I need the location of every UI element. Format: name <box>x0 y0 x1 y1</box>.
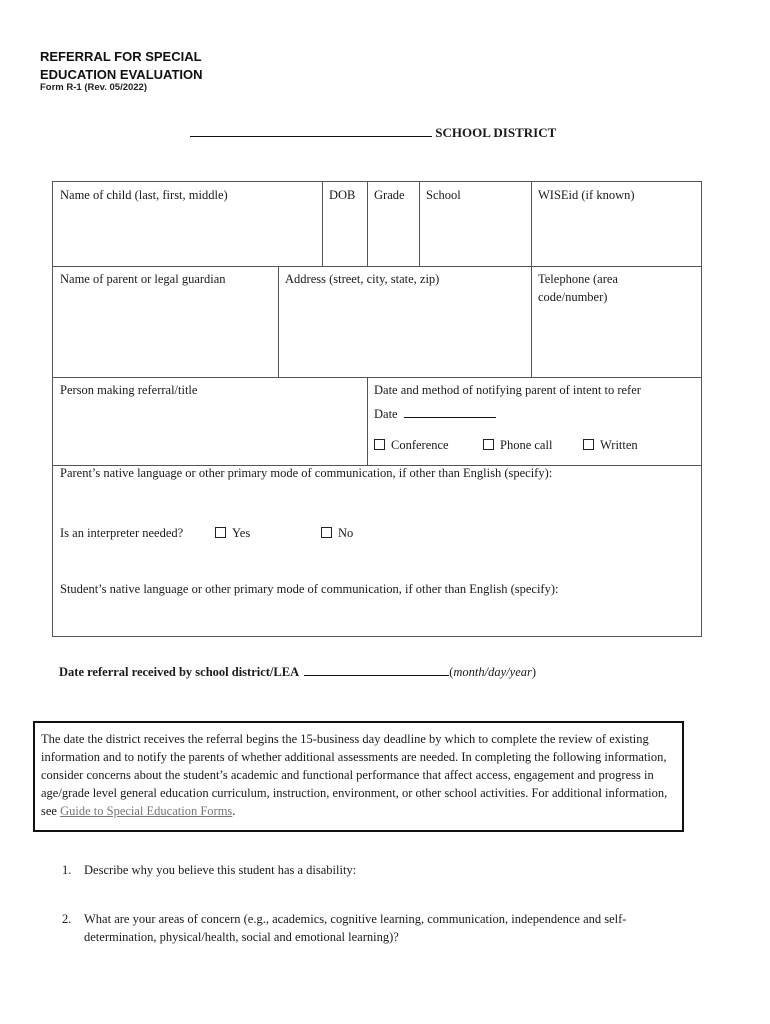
school-district-line <box>190 125 556 141</box>
interpreter-question <box>60 526 183 541</box>
grade-field[interactable] <box>367 182 419 266</box>
checkbox-icon[interactable] <box>215 527 226 538</box>
method-conference-label: Conference <box>391 438 449 452</box>
grade-label: Grade <box>374 188 405 202</box>
method-written-label: Written <box>600 438 638 452</box>
question-2 <box>62 910 692 946</box>
divider <box>367 182 368 266</box>
student-language-label: Student’s native language or other primary mode of communication, if other than English (specify): <box>60 582 559 596</box>
form-title-line2: EDUCATION EVALUATION <box>40 67 203 82</box>
dob-label: DOB <box>329 188 356 202</box>
address-label: Address (street, city, state, zip) <box>285 272 440 286</box>
school-field[interactable] <box>419 182 531 266</box>
notice-end: . <box>232 804 236 818</box>
date-format-hint: month/day/year <box>453 665 532 679</box>
date-received-label: Date referral received by school district/LEA <box>59 665 300 679</box>
form-id: Form R-1 (Rev. 05/2022) <box>40 82 148 93</box>
parent-name-label: Name of parent or legal guardian <box>60 272 226 286</box>
question-text: Describe why you believe this student has a disability: <box>84 863 357 877</box>
divider <box>322 182 323 266</box>
method-phone-label: Phone call <box>500 438 553 452</box>
deadline-notice-box <box>33 721 684 832</box>
date-format-close: ) <box>531 665 537 679</box>
person-referral-field[interactable] <box>53 377 367 465</box>
child-name-field[interactable] <box>53 182 322 266</box>
divider <box>531 266 532 377</box>
interpreter-yes-label: Yes <box>232 526 251 540</box>
parent-name-field[interactable] <box>53 266 278 377</box>
dob-field[interactable] <box>322 182 367 266</box>
question-number: 2. <box>62 912 72 926</box>
form-title <box>40 48 203 84</box>
checkbox-icon[interactable] <box>483 439 494 450</box>
wiseid-label: WISEid (if known) <box>538 188 635 202</box>
school-label: School <box>426 188 461 202</box>
date-format-open: ( <box>449 665 454 679</box>
notify-date-blank[interactable] <box>404 406 496 418</box>
interpreter-question-label: Is an interpreter needed? <box>60 526 184 540</box>
divider <box>531 182 532 266</box>
question-1 <box>62 861 692 879</box>
school-district-label: SCHOOL DISTRICT <box>435 125 557 140</box>
method-conference-option[interactable] <box>374 438 449 453</box>
method-phone-option[interactable] <box>483 438 552 453</box>
notify-date-row <box>374 406 496 422</box>
date-received-line <box>59 664 536 680</box>
referral-info-table <box>52 181 702 637</box>
address-field[interactable] <box>278 266 531 377</box>
method-written-option[interactable] <box>583 438 638 453</box>
checkbox-icon[interactable] <box>321 527 332 538</box>
telephone-label: Telephone (area code/number) <box>538 272 618 304</box>
guide-link[interactable]: Guide to Special Education Forms <box>60 804 233 818</box>
question-text: What are your areas of concern (e.g., academics, cognitive learning, communication, independence and self-determination, physical/health, social and emotional learning)? <box>84 912 627 944</box>
wiseid-field[interactable] <box>531 182 701 266</box>
interpreter-no-label: No <box>338 526 354 540</box>
notify-date-label: Date <box>374 407 398 421</box>
interpreter-yes-option[interactable] <box>215 526 250 541</box>
interpreter-no-option[interactable] <box>321 526 353 541</box>
divider <box>278 266 279 377</box>
notify-parent-label: Date and method of notifying parent of intent to refer <box>374 383 641 397</box>
checkbox-icon[interactable] <box>583 439 594 450</box>
date-received-blank[interactable] <box>304 664 449 676</box>
checkbox-icon[interactable] <box>374 439 385 450</box>
parent-language-label: Parent’s native language or other primary mode of communication, if other than English (specify): <box>60 466 553 480</box>
deadline-notice-text: The date the district receives the referral begins the 15-business day deadline by which to complete the review of existing information and to notify the parents of whether additional assessments are needed. In completing the following information, consider concerns about the student’s academic and functional performance that affect access, engagement and progress in age/grade level general education curriculum, instruction, environment, or other school activities. For additional information, see <box>41 732 668 818</box>
form-title-line1: REFERRAL FOR SPECIAL <box>40 49 202 64</box>
child-name-label: Name of child (last, first, middle) <box>60 188 228 202</box>
person-referral-label: Person making referral/title <box>60 383 198 397</box>
district-name-blank[interactable] <box>190 125 432 137</box>
divider <box>419 182 420 266</box>
telephone-field[interactable] <box>531 266 681 377</box>
question-number: 1. <box>62 863 72 877</box>
